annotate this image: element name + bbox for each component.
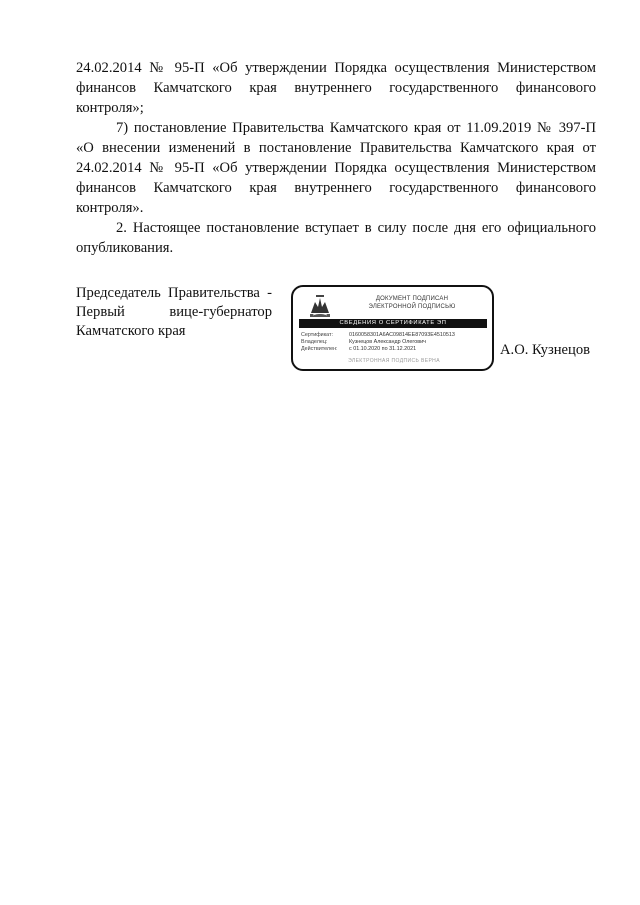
paragraph-item-7: 7) постановление Правительства Камчатского края от 11.09.2019 № 397-П «О внесении изменений в постановление Правительства Камчатского края от 24.02.2014 № 95-П «Об утверждении Порядка осуществления Министерством финансов Камчатского края внутреннего государственного финансового контроля».	[76, 120, 596, 216]
signatory-title-line: Первый вице-губернатор	[76, 304, 272, 320]
stamp-header-line: ЭЛЕКТРОННОЙ ПОДПИСЬЮ	[368, 304, 456, 310]
stamp-header	[337, 295, 487, 311]
stamp-key: Действителен:	[301, 346, 338, 352]
stamp-value: 0160058301A6AC09814EE87093E4510513	[349, 332, 455, 338]
stamp-header-line: ДОКУМЕНТ ПОДПИСАН	[375, 296, 449, 302]
stamp-footer: ЭЛЕКТРОННАЯ ПОДПИСЬ ВЕРНА	[348, 358, 440, 364]
signatory-name: А.О. Кузнецов	[500, 342, 591, 358]
signatory-title-line: Председатель Правительства -	[76, 285, 272, 301]
electronic-signature-stamp	[291, 285, 494, 371]
signatory-title	[76, 284, 272, 341]
stamp-details	[301, 332, 491, 353]
stamp-row-validity	[301, 346, 491, 353]
document-body	[76, 58, 596, 258]
stamp-certificate-bar: СВЕДЕНИЯ О СЕРТИФИКАТЕ ЭП	[299, 319, 487, 328]
paragraph-continuation: 24.02.2014 № 95-П «Об утверждении Порядка осуществления Министерством финансов Камчатского края внутреннего государственного финансового контроля»;	[76, 60, 596, 116]
paragraph-item-2: 2. Настоящее постановление вступает в силу после дня его официального опубликования.	[76, 220, 596, 256]
stamp-value: Кузнецов Александр Олегович	[349, 339, 426, 345]
stamp-key: Владелец:	[301, 339, 328, 345]
coat-of-arms-icon	[307, 293, 333, 319]
stamp-row-owner	[301, 339, 491, 346]
signatory-title-line: Камчатского края	[76, 323, 186, 339]
stamp-key: Сертификат:	[301, 332, 334, 338]
stamp-row-certificate	[301, 332, 491, 339]
stamp-value: с 01.10.2020 по 31.12.2021	[349, 346, 417, 352]
